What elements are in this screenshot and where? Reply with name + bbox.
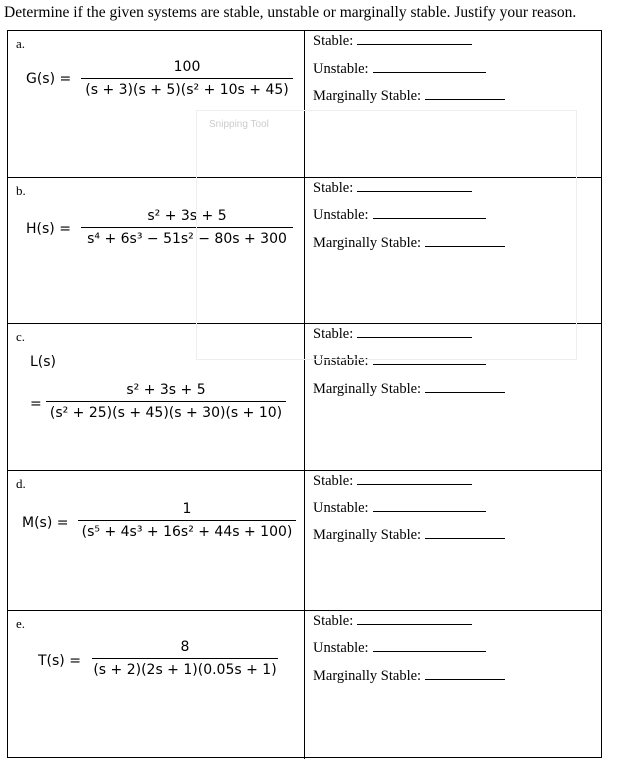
unstable-option: Unstable: <box>313 353 486 370</box>
stable-option: Stable: <box>313 180 472 197</box>
transfer-function-lhs: H(s) = <box>26 221 71 237</box>
numerator: 8 <box>180 639 190 655</box>
numerator: s² + 3s + 5 <box>147 208 227 224</box>
answer-blank[interactable] <box>373 71 486 73</box>
transfer-function-fraction <box>78 501 296 540</box>
equals-sign: = <box>30 396 42 412</box>
expression-cell <box>8 324 305 470</box>
denominator: s⁴ + 6s³ − 51s² − 80s + 300 <box>87 231 287 247</box>
problem-letter: c. <box>16 329 26 344</box>
answer-blank[interactable] <box>357 190 472 192</box>
marginal-option: Marginally Stable: <box>313 527 505 544</box>
numerator: 1 <box>182 501 192 517</box>
marginal-option: Marginally Stable: <box>313 235 505 252</box>
numerator: 100 <box>173 59 201 75</box>
answer-blank[interactable] <box>425 537 505 539</box>
answer-blank[interactable] <box>425 98 505 100</box>
answer-blank[interactable] <box>373 510 486 512</box>
problem-letter: a. <box>16 36 26 51</box>
stable-option: Stable: <box>313 613 472 630</box>
answer-blank[interactable] <box>357 623 472 625</box>
watermark-label: Snipping Tool <box>209 119 269 130</box>
marginal-option: Marginally Stable: <box>313 668 505 685</box>
problem-letter: e. <box>16 616 26 631</box>
stable-option: Stable: <box>313 33 472 50</box>
transfer-function-lhs: L(s) <box>30 354 57 370</box>
expression-cell <box>8 178 305 323</box>
stable-option: Stable: <box>313 473 472 490</box>
numerator: s² + 3s + 5 <box>126 382 206 398</box>
answer-blank[interactable] <box>425 245 505 247</box>
unstable-option: Unstable: <box>313 61 486 78</box>
answer-blank[interactable] <box>357 43 472 45</box>
answer-blank[interactable] <box>357 483 472 485</box>
answer-blank[interactable] <box>425 678 505 680</box>
marginal-option: Marginally Stable: <box>313 381 505 398</box>
problem-row-c <box>8 324 601 471</box>
denominator: (s + 3)(s + 5)(s² + 10s + 45) <box>85 82 289 98</box>
expression-cell <box>8 31 305 177</box>
stable-option: Stable: <box>313 326 472 343</box>
expression-cell <box>8 611 305 759</box>
answer-blank[interactable] <box>373 650 486 652</box>
instruction-text: Determine if the given systems are stable, unstable or marginally stable. Justify your reason. <box>4 4 577 21</box>
transfer-function-fraction <box>46 382 286 421</box>
transfer-function-fraction <box>92 639 278 678</box>
answer-blank[interactable] <box>373 217 486 219</box>
transfer-function-lhs: M(s) = <box>22 515 69 531</box>
denominator: (s² + 25)(s + 45)(s + 30)(s + 10) <box>49 405 283 421</box>
marginal-option: Marginally Stable: <box>313 88 505 105</box>
unstable-option: Unstable: <box>313 207 486 224</box>
transfer-function-lhs: T(s) = <box>38 653 81 669</box>
unstable-option: Unstable: <box>313 500 486 517</box>
unstable-option: Unstable: <box>313 640 486 657</box>
problem-row-e <box>8 611 601 759</box>
denominator: (s⁵ + 4s³ + 16s² + 44s + 100) <box>81 524 293 540</box>
problems-table <box>7 30 602 758</box>
transfer-function-fraction <box>81 208 293 247</box>
denominator: (s + 2)(2s + 1)(0.05s + 1) <box>93 662 277 678</box>
problem-row-a <box>8 31 601 178</box>
expression-cell <box>8 471 305 610</box>
answer-blank[interactable] <box>357 336 472 338</box>
answer-blank[interactable] <box>373 363 486 365</box>
transfer-function-fraction <box>81 59 293 98</box>
problem-letter: b. <box>16 183 26 198</box>
problem-row-d <box>8 471 601 611</box>
problem-letter: d. <box>16 476 26 491</box>
answer-blank[interactable] <box>425 391 505 393</box>
problem-row-b <box>8 178 601 324</box>
transfer-function-lhs: G(s) = <box>26 71 72 87</box>
